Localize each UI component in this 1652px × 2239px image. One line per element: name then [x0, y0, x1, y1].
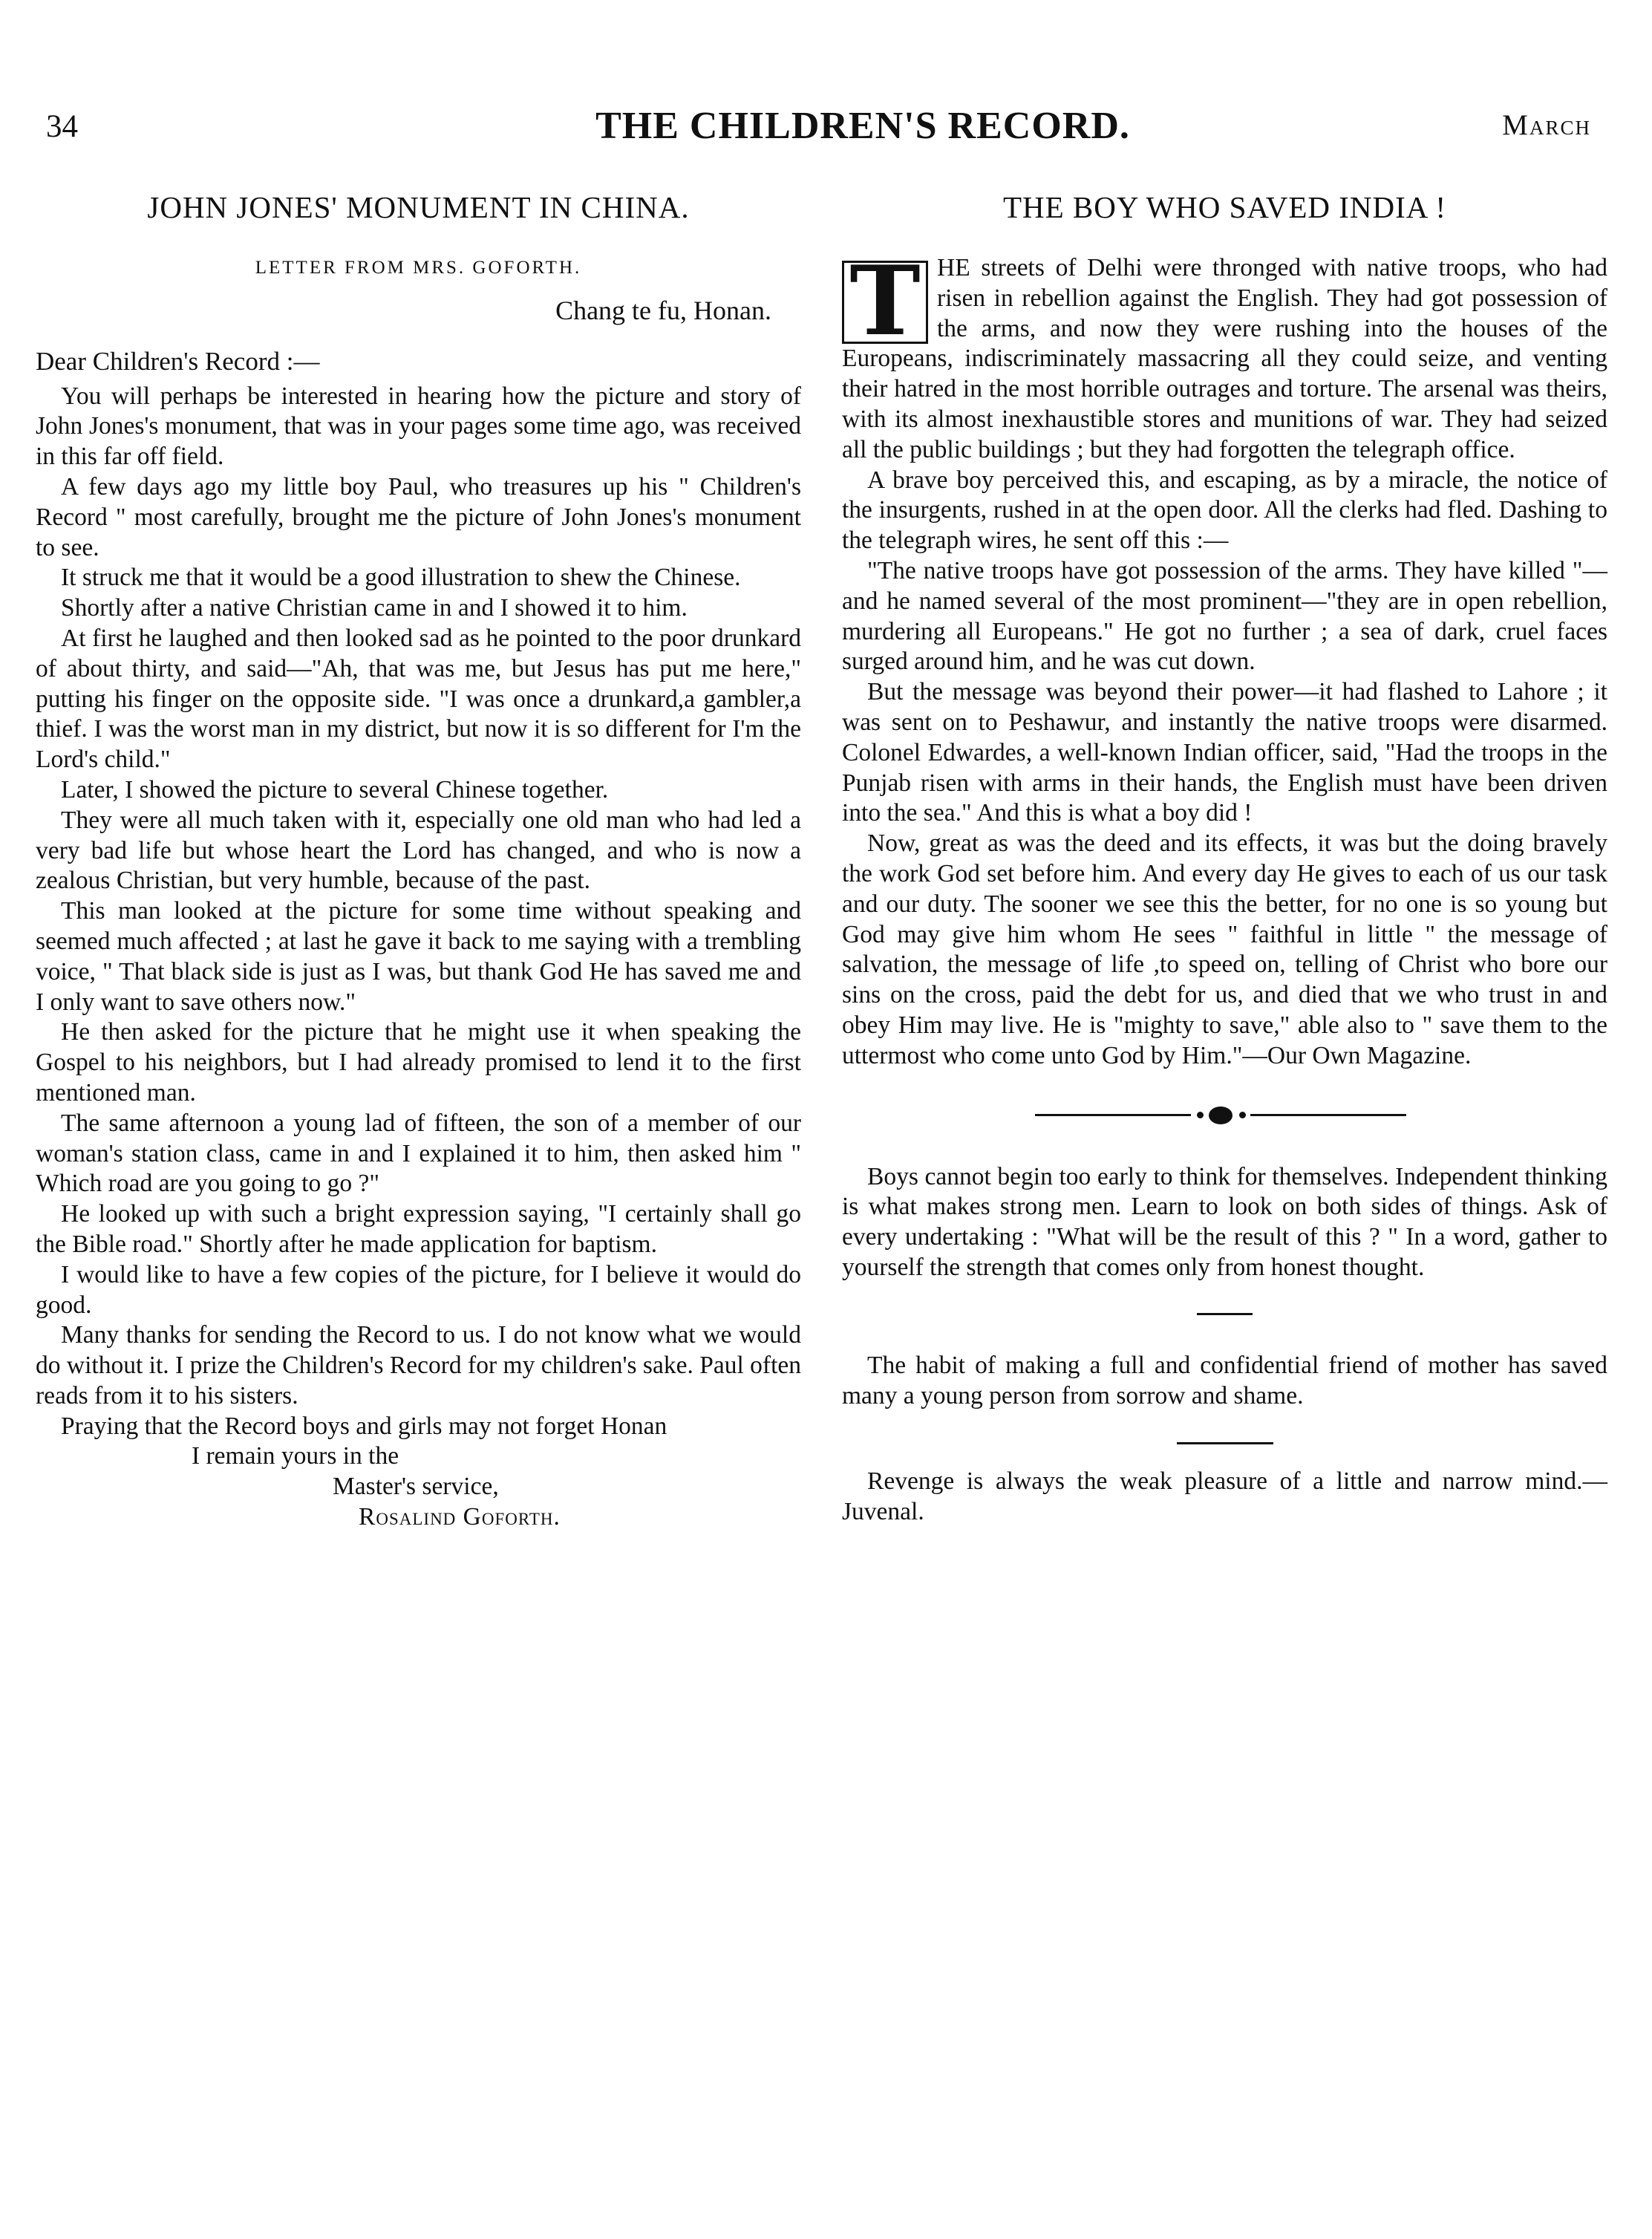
letter-signature-block	[36, 1441, 801, 1532]
article-paragraph: Now, great as was the deed and its effects, it was but the doing bravely the work God set before him. And every day He gives to each of us our task and our duty. The sooner we see this the better, for no one is so young but God may give him whom He sees " faithful in little " the message of salvation, the message of life ,to speed on, telling of Christ who bore our sins on the cross, paid the debt for us, and died that we who trust in and obey Him may live. He is "mighty to save," able also to " save them to the uttermost who come unto God by Him."—Our Own Magazine.	[842, 830, 1607, 1069]
letter-closing-line-two: Master's service,	[333, 1473, 499, 1501]
short-divider-rule	[1197, 1313, 1253, 1315]
boy-who-saved-india-headline: THE BOY WHO SAVED INDIA !	[1002, 190, 1447, 224]
letter-closing: I remain yours in the	[192, 1442, 399, 1470]
letter-salutation: Dear Children's Record :—	[36, 346, 320, 376]
decorative-divider	[842, 1092, 1607, 1137]
opening-paragraph-text: HE streets of Delhi were thronged with native troops, who had risen in rebellion against the English. They had got possession of the arms, and now they were rushing into the houses of the Europeans, indiscriminately massacring all they could seize, and venting their hatred in the most horrible outrages and torture. The arsenal was theirs, with its almost inexhaustible stores and munitions of war. They had seized all the public buildings ; but they had forgotten the telegraph office.	[842, 254, 1607, 463]
page-number: 34	[46, 109, 78, 144]
letter-paragraph: Praying that the Record boys and girls may not forget Honan	[61, 1412, 667, 1440]
letter-paragraph: The same afternoon a young lad of fifteen, the son of a member of our woman's station class, came in and I explained it to him, then asked him " Which road are you going to go ?"	[36, 1109, 801, 1198]
letter-subhead: LETTER FROM MRS. GOFORTH.	[255, 258, 582, 278]
ornament-center-icon	[1209, 1107, 1233, 1124]
letter-signature-name: Rosalind Goforth.	[359, 1503, 561, 1531]
divider-left-rule	[1035, 1114, 1191, 1116]
letter-paragraph: Later, I showed the picture to several Chinese together.	[61, 775, 609, 804]
letter-paragraph: I would like to have a few copies of the picture, for I believe it would do good.	[36, 1260, 801, 1319]
letter-paragraph: You will perhaps be interested in hearing how the picture and story of John Jones's monument, that was in your pages some time ago, was received in this far off field.	[36, 382, 801, 471]
article-opening-paragraph	[842, 246, 1607, 466]
letter-paragraph: It struck me that it would be a good illustration to shew the Chinese.	[61, 564, 741, 592]
running-header	[46, 104, 1591, 171]
letter-paragraph: He looked up with such a bright expression saying, "I certainly shall go the Bible road." Shortly after he made application for baptism.	[36, 1200, 801, 1258]
journal-title: THE CHILDREN'S RECORD.	[595, 105, 1130, 147]
letter-paragraph: Many thanks for sending the Record to us. I do not know what we would do without it. I prize the Children's Record for my children's sake. Paul often reads from it to his sisters.	[36, 1321, 801, 1409]
filler-paragraph-mother: The habit of making a full and confidential friend of mother has saved many a young person from sorrow and shame.	[842, 1351, 1607, 1409]
letter-paragraph: He then asked for the picture that he might use it when speaking the Gospel to his neighbors, but I had already promised to lend it to the first mentioned man.	[36, 1018, 801, 1107]
article-paragraph: But the message was beyond their power—it had flashed to Lahore ; it was sent on to Peshawur, and instantly the native troops were disarmed. Colonel Edwardes, a well-known Indian officer, said, "Had the troops in the Punjab risen with arms in their hands, the English must have been driven into the sea." And this is what a boy did !	[842, 678, 1607, 827]
two-column-body	[36, 189, 1607, 1533]
letter-paragraph: A few days ago my little boy Paul, who treasures up his " Children's Record " most carefully, brought me the picture of John Jones's monument to see.	[36, 472, 801, 561]
left-column	[36, 189, 801, 1533]
right-column	[842, 189, 1607, 1533]
article-paragraph: "The native troops have got possession of the arms. They have killed "—and he named several of the most prominent—"they are in open rebellion, murdering all Europeans." He got no further ; a sea of dark, cruel faces surged around him, and he was cut down.	[842, 556, 1607, 676]
divider-right-dot	[1239, 1112, 1246, 1118]
divider-left-dot	[1197, 1112, 1204, 1118]
letter-paragraph: This man looked at the picture for some time without speaking and seemed much affected ; at last he gave it back to me saying with a trembling voice, " That black side is just as I was, but thank God He has saved me and I only want to save others now."	[36, 897, 801, 1016]
article-paragraph: A brave boy perceived this, and escaping, as by a miracle, the notice of the insurgents, rushed in at the open door. All the clerks had fled. Dashing to the telegraph wires, he sent off this :—	[842, 466, 1607, 555]
letter-dateline: Chang te fu, Honan.	[555, 295, 771, 325]
john-jones-headline: JOHN JONES' MONUMENT IN CHINA.	[147, 190, 690, 224]
drop-cap-letter: T	[842, 261, 928, 344]
filler-paragraph-independent-thinking: Boys cannot begin too early to think for themselves. Independent thinking is what makes strong men. Learn to look on both sides of things. Ask of every undertaking : "What will be the result of this ? " In a word, gather to yourself the strength that comes only from honest thought.	[842, 1162, 1607, 1281]
divider-right-rule	[1250, 1114, 1406, 1116]
issue-month: March	[1502, 109, 1591, 141]
letter-paragraph: At first he laughed and then looked sad as he pointed to the poor drunkard of about thirty, and said—"Ah, that was me, but Jesus has put me here," putting his finger on the opposite side. "I was once a drunkard,a gambler,a thief. I was the worst man in my district, but now it is so different for I'm the Lord's child."	[36, 624, 801, 774]
filler-paragraph-revenge: Revenge is always the weak pleasure of a little and narrow mind.—Juvenal.	[842, 1467, 1607, 1526]
short-divider-rule	[1177, 1442, 1273, 1444]
letter-paragraph: They were all much taken with it, especially one old man who had led a very bad life but whose heart the Lord has changed, and who is now a zealous Christian, but very humble, because of the past.	[36, 806, 801, 895]
letter-paragraph: Shortly after a native Christian came in and I showed it to him.	[61, 594, 688, 622]
